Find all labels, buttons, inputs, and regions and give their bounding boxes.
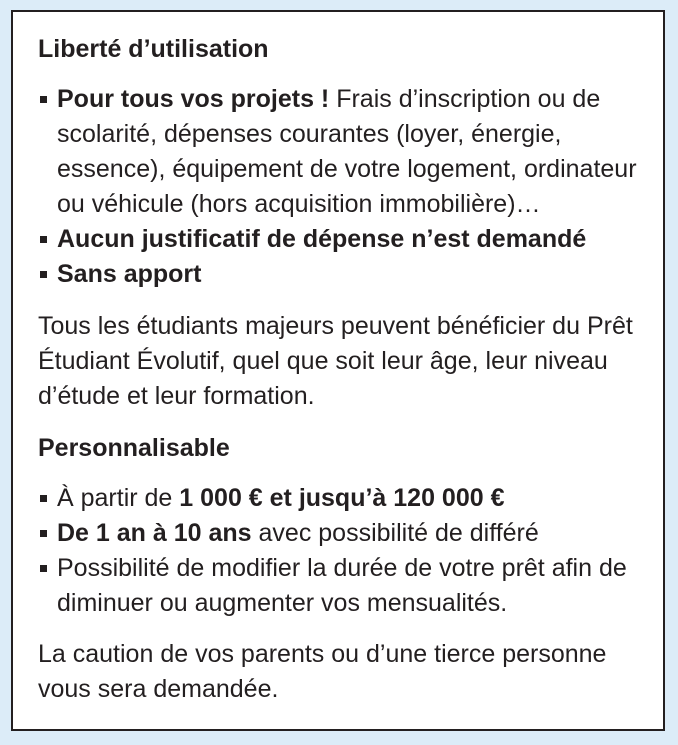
bullet-modify bbox=[38, 551, 641, 621]
bullet-duration bbox=[38, 516, 641, 551]
bullet-duration-bold: De 1 an à 10 ans bbox=[57, 519, 252, 547]
bullet-projects bbox=[38, 82, 641, 222]
section-heading-liberte: Liberté d’utilisation bbox=[38, 35, 269, 63]
bullet-no-proof-bold: Aucun justificatif de dépense n’est demandé bbox=[57, 225, 587, 253]
bullet-duration-text: avec possibilité de différé bbox=[251, 519, 539, 547]
bullet-amount-bold: 1 000 € et jusqu’à 120 000 € bbox=[179, 484, 505, 512]
bullet-amount-prefix: À partir de bbox=[57, 484, 180, 512]
info-panel bbox=[11, 10, 665, 731]
guarantee-paragraph: La caution de vos parents ou d’une tierce personne vous sera demandée. bbox=[38, 640, 607, 703]
personnalisable-bullet-list bbox=[38, 481, 641, 621]
bullet-projects-bold: Pour tous vos projets ! bbox=[57, 85, 330, 113]
liberte-bullet-list bbox=[38, 82, 641, 292]
bullet-no-deposit-bold: Sans apport bbox=[57, 260, 202, 288]
eligibility-paragraph: Tous les étudiants majeurs peuvent bénéficier du Prêt Étudiant Évolutif, quel que soit leur âge, leur niveau d’étude et leur formation. bbox=[38, 312, 633, 410]
section-heading-personnalisable: Personnalisable bbox=[38, 434, 230, 462]
bullet-projects-text: Frais d’inscription ou de scolarité, dépenses courantes (loyer, énergie, essence), équipement de votre logement, ordinateur ou véhicule (hors acquisition immobilière)… bbox=[57, 85, 637, 218]
bullet-no-deposit bbox=[38, 257, 641, 292]
bullet-modify-text: Possibilité de modifier la durée de votre prêt afin de diminuer ou augmenter vos mensualités. bbox=[57, 554, 627, 617]
bullet-no-proof bbox=[38, 222, 641, 257]
bullet-amount bbox=[38, 481, 641, 516]
